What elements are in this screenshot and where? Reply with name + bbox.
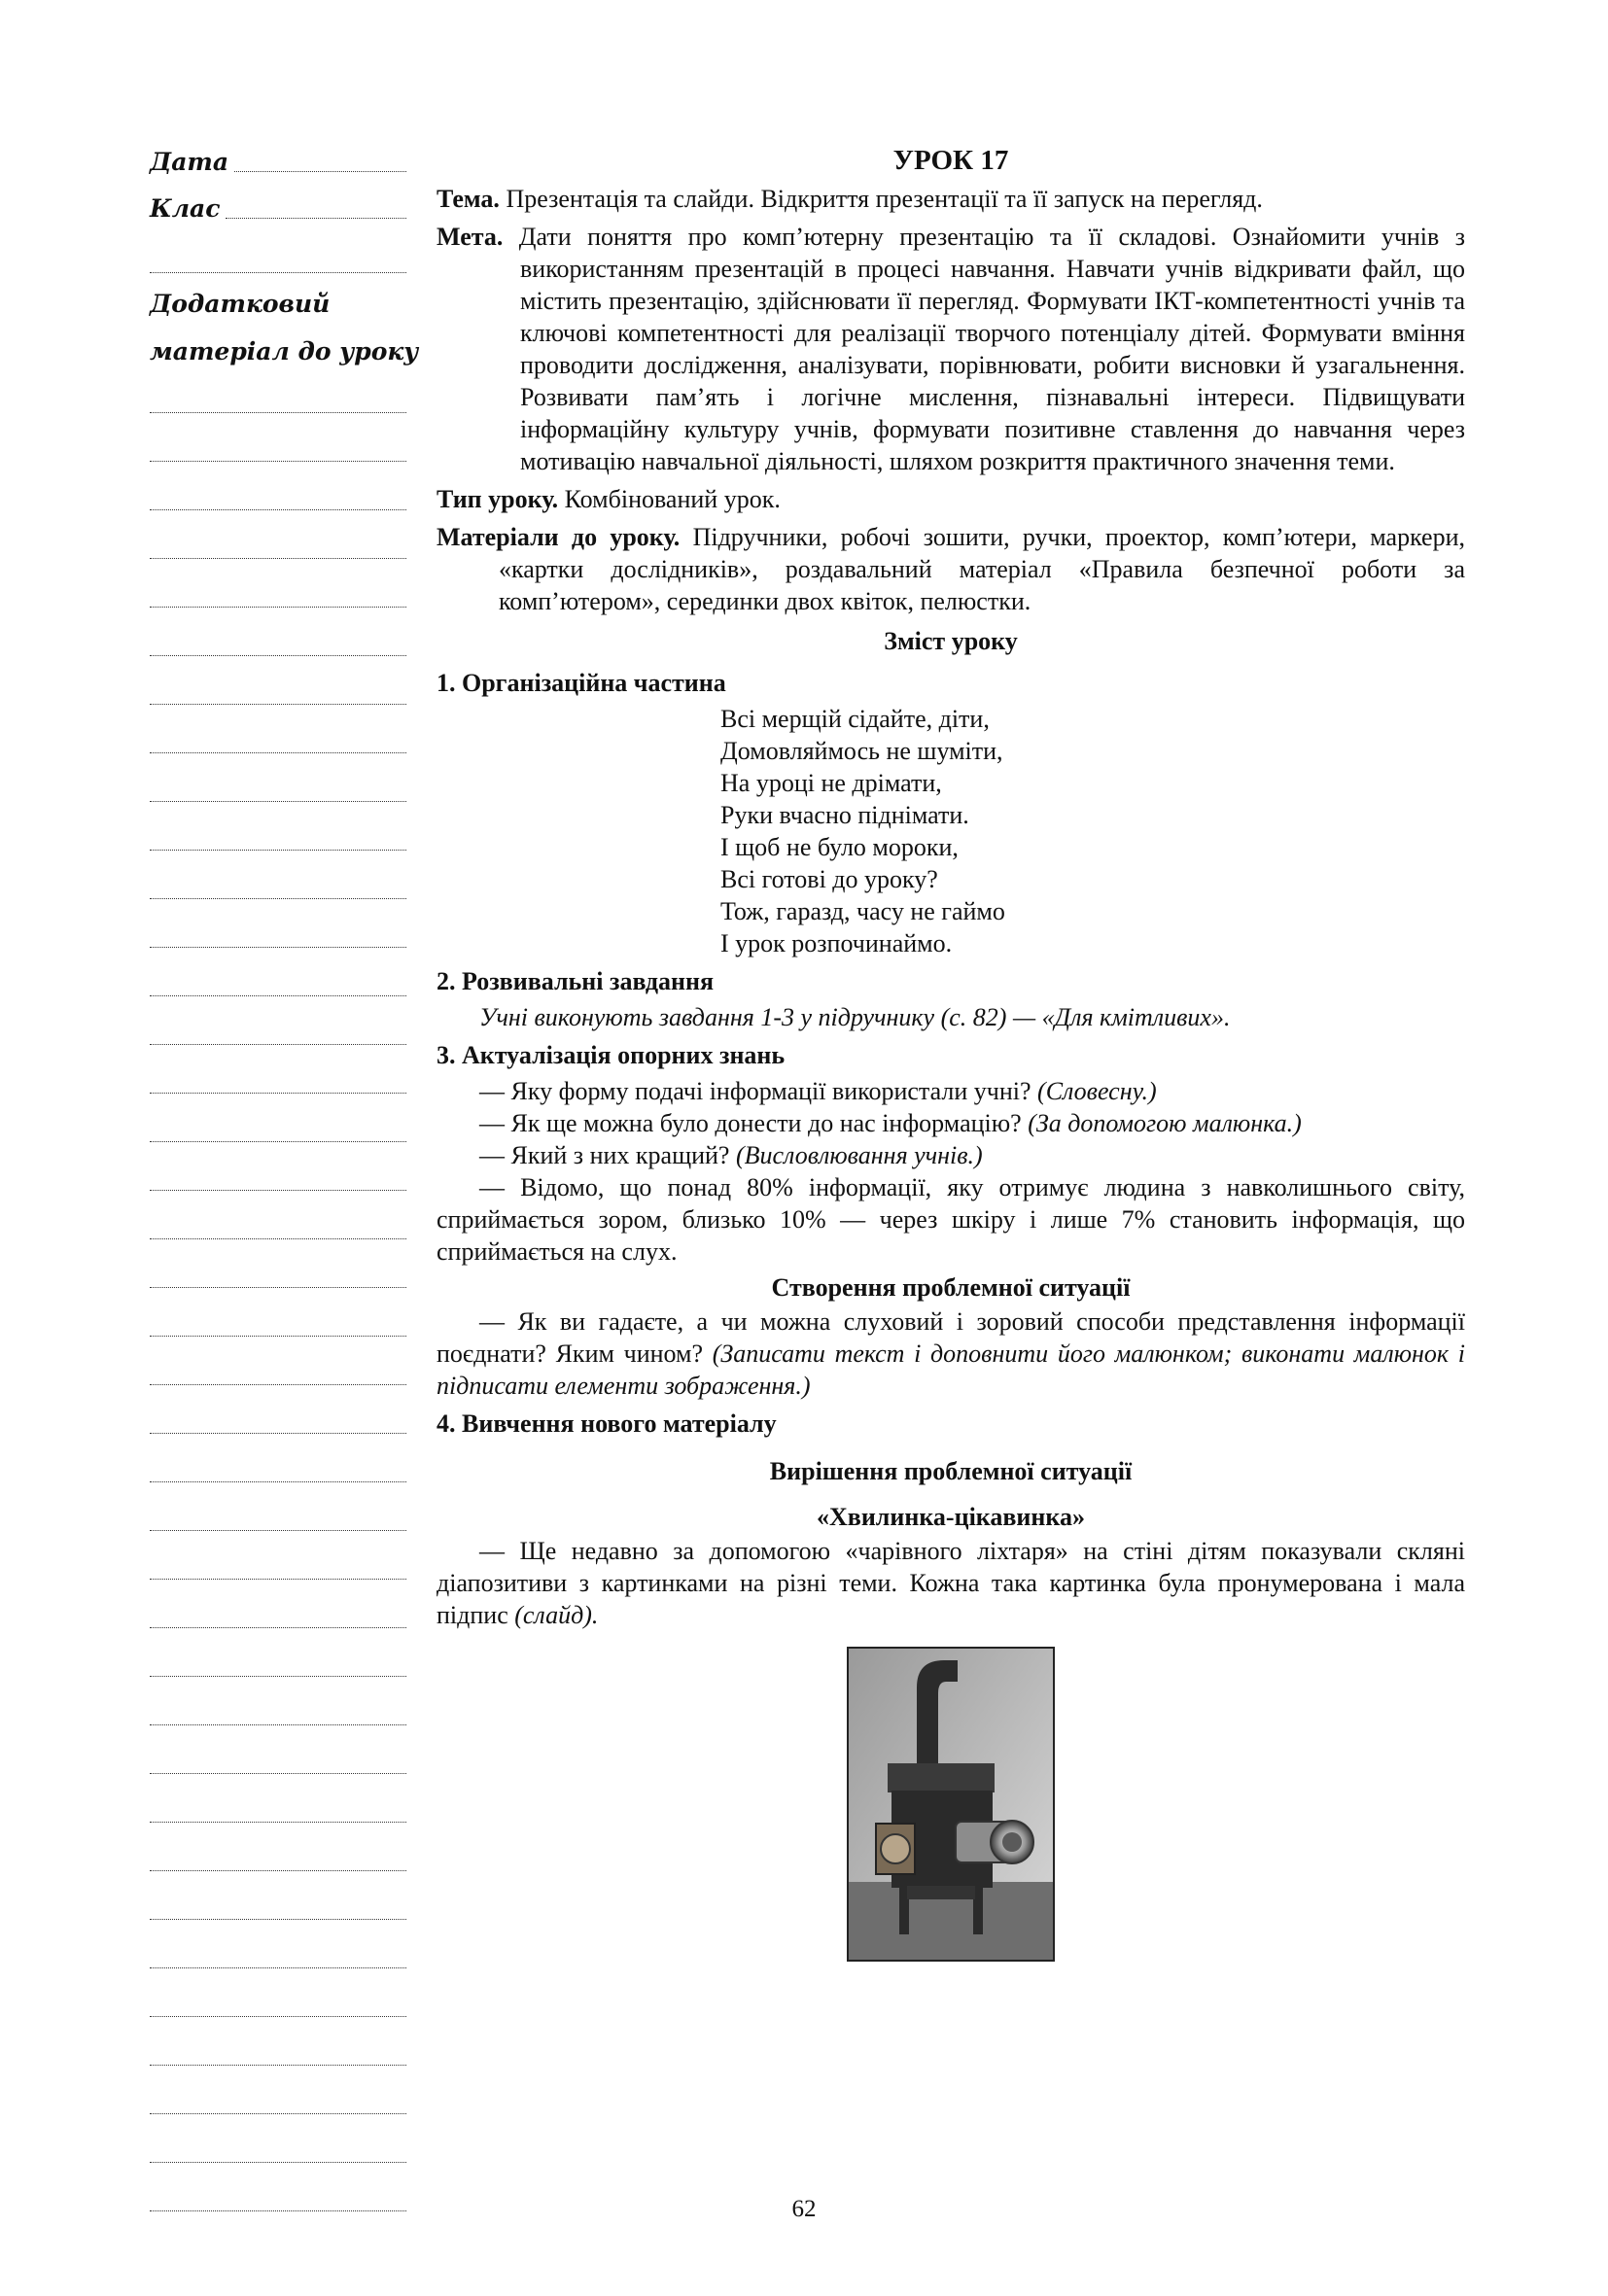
topic-paragraph [437, 183, 1465, 215]
notes-line [150, 2016, 406, 2017]
date-label: Дата [150, 148, 229, 176]
notes-line [150, 1093, 406, 1094]
materials-label: Матеріали до уроку. [437, 523, 681, 551]
topic-text: Презентація та слайди. Відкриття презентації та її запуск на перегляд. [506, 185, 1263, 213]
poem-line: Всі мерщій сідайте, діти, [720, 705, 990, 733]
notes-line [150, 1579, 406, 1580]
notes-line [150, 2162, 406, 2163]
question-1 [437, 1075, 1465, 1107]
notes-line [150, 1141, 406, 1142]
section-1-title: 1. Організаційна частина [437, 669, 726, 697]
notes-line [150, 1384, 406, 1385]
goal-paragraph [437, 221, 1465, 477]
section-3-title: 3. Актуалізація опорних знань [437, 1041, 786, 1069]
notes-line [150, 607, 406, 608]
section-2-text: Учні виконують завдання 1-3 у підручнику (с. 82) — «Для кмітливих». [479, 1003, 1231, 1031]
magic-lantern-photo [847, 1647, 1055, 1962]
notes-line [150, 1676, 406, 1677]
problem-heading: Створення проблемної ситуації [771, 1273, 1131, 1302]
notes-line [150, 1822, 406, 1823]
notes-line [150, 2113, 406, 2114]
notes-line [150, 1336, 406, 1337]
section-4-title: 4. Вивчення нового матеріалу [437, 1409, 777, 1438]
poem-line: На уроці не дрімати, [720, 769, 942, 797]
minute-slide-note: (слайд). [514, 1601, 599, 1629]
lesson-content [437, 141, 1465, 1962]
notes-line [150, 655, 406, 656]
date-blank-line [234, 171, 406, 172]
problem-question: — Як ви гадаєте, а чи можна слуховий і зоровий способи представлення інформації поєднати? Яким чином? [437, 1307, 1465, 1368]
notes-line [150, 1530, 406, 1531]
notes-line [150, 1627, 406, 1628]
question-3 [437, 1139, 1465, 1171]
notes-line [150, 1190, 406, 1191]
page-number: 62 [791, 2196, 817, 2222]
minute-text: — Ще недавно за допомогою «чарівного ліхтаря» на стіні дітям показували скляні діапозитиви з картинками на різні теми. Кожна така картинка була пронумерована і мала підпис [437, 1537, 1465, 1629]
notes-line [150, 1919, 406, 1920]
notes-line [150, 2065, 406, 2066]
minute-paragraph [437, 1535, 1465, 1631]
question-2-text: — Як ще можна було донести до нас інформацію? [479, 1109, 1022, 1137]
goal-text: Дати поняття про комп’ютерну презентацію та її складові. Ознайомити учнів з використанням презентацій в процесі навчання. Навчати учнів відкривати файл, що містить презентацію, здійснювати її перегляд. Формувати ІКТ-компетентності учнів та ключові компетентності для реалізації творчого потенціалу дітей. Формувати вміння проводити дослідження, аналізувати, порівнювати, робити висновки й узагальнення. Розвивати пам’ять і логічне мислення, пізнавальні інтереси. Підвищувати інформаційну культуру учнів, формувати позитивне ставлення до навчання через мотивацію навчальної діяльності, шляхом розкриття практичного значення теми. [518, 223, 1466, 475]
poem-line: Домовляймось не шуміти, [720, 737, 1003, 765]
goal-label: Мета. [437, 223, 504, 251]
question-3-text: — Який з них кращий? [479, 1141, 730, 1169]
question-2 [437, 1107, 1465, 1139]
solving-heading: Вирішення проблемної ситуації [769, 1457, 1133, 1485]
notes-line [150, 752, 406, 753]
notes-line [150, 1967, 406, 1968]
notes-line [150, 509, 406, 510]
content-heading: Зміст уроку [884, 627, 1018, 655]
materials-paragraph [437, 521, 1465, 617]
notes-line [150, 1287, 406, 1288]
class-blank-line [226, 218, 406, 219]
statement-4: — Відомо, що понад 80% інформації, яку отримує людина з навколишнього світу, сприймається зором, близько 10% — через шкіру і лише 7% становить інформація, що сприймається на слух. [437, 1173, 1465, 1266]
magic-lantern-icon [849, 1649, 1053, 1960]
figure-container [437, 1647, 1465, 1962]
type-label: Тип уроку. [437, 485, 559, 513]
poem-line: І щоб не було мороки, [720, 833, 959, 861]
notes-line [150, 704, 406, 705]
poem-line: Руки вчасно піднімати. [720, 801, 969, 829]
poem-line: І урок розпочинаймо. [720, 929, 953, 957]
notes-line [150, 461, 406, 462]
date-field [150, 146, 406, 179]
poem [720, 703, 1465, 959]
notes-line [150, 1773, 406, 1774]
notes-line [150, 558, 406, 559]
notes-line [150, 1433, 406, 1434]
class-label: Клас [150, 194, 221, 223]
type-text: Комбінований урок. [564, 485, 781, 513]
question-2-answer: (За допомогою малюнка.) [1028, 1109, 1302, 1137]
notes-line [150, 1044, 406, 1045]
notes-line [150, 850, 406, 851]
notes-line [150, 898, 406, 899]
poem-line: Тож, гаразд, часу не гаймо [720, 897, 1005, 925]
blank-line [150, 272, 406, 273]
minute-heading: «Хвилинка-цікавинка» [817, 1503, 1085, 1531]
class-field [150, 192, 406, 226]
notes-line [150, 947, 406, 948]
notes-line [150, 1724, 406, 1725]
question-1-answer: (Словесну.) [1037, 1077, 1157, 1105]
extra-material-line1: Додатковий [150, 290, 331, 318]
materials-text: Підручники, робочі зошити, ручки, проектор, комп’ютери, маркери, «картки дослідників», роздавальний матеріал «Правила безпечної роботи за комп’ютером», серединки двох квіток, пелюстки. [499, 523, 1466, 615]
notes-line [150, 1238, 406, 1239]
extra-material-line2: матеріал до уроку [150, 337, 419, 365]
type-paragraph [437, 483, 1465, 515]
notes-line [150, 995, 406, 996]
extra-material-heading [150, 288, 419, 368]
lesson-title: УРОК 17 [892, 145, 1009, 176]
problem-answer: (Записати текст і доповнити його малюнком; виконати малюнок і підписати елементи зображення.) [437, 1339, 1465, 1400]
notes-line [150, 1870, 406, 1871]
problem-paragraph [437, 1305, 1465, 1402]
notes-line [150, 412, 406, 413]
notes-line [150, 1481, 406, 1482]
question-3-answer: (Висловлювання учнів.) [735, 1141, 983, 1169]
topic-label: Тема. [437, 185, 500, 213]
section-2-title: 2. Розвивальні завдання [437, 967, 715, 995]
notes-line [150, 801, 406, 802]
poem-line: Всі готові до уроку? [720, 865, 938, 893]
question-1-text: — Яку форму подачі інформації використали учні? [479, 1077, 1031, 1105]
